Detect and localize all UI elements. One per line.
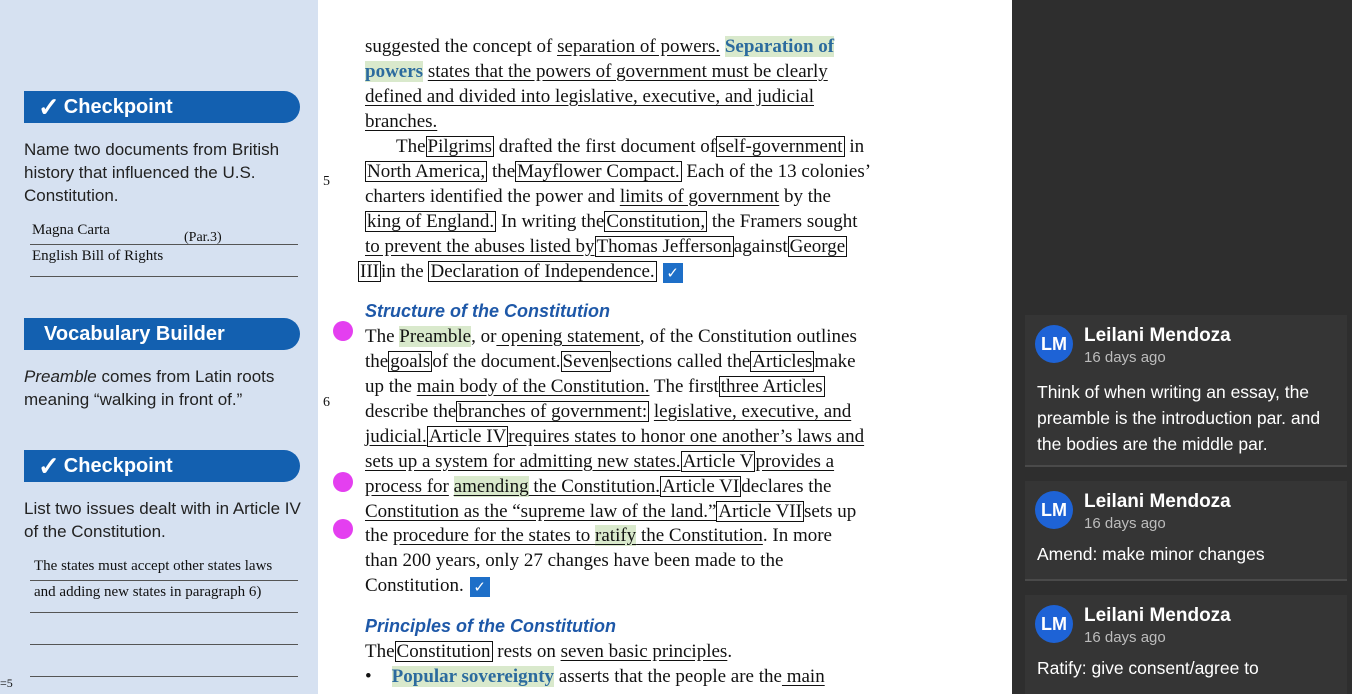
avatar: LM xyxy=(1035,605,1073,643)
comment-marker-icon[interactable] xyxy=(333,519,353,539)
comment-timestamp: 16 days ago xyxy=(1084,515,1166,532)
boxed-term: Thomas Jefferson xyxy=(596,236,732,257)
text-line: Constitution as the “supreme law of the land.” Article VII sets up xyxy=(365,501,857,522)
corner-mark: =5 xyxy=(0,676,13,690)
text-line: the procedure for the states to ratify the Constitution. In more xyxy=(365,525,832,546)
key-term: Popular sovereignty xyxy=(391,666,555,687)
text-line: than 200 years, only 27 changes have been made to the xyxy=(365,550,784,571)
paragraph-number: 5 xyxy=(323,174,330,189)
text-line: Constitution. ✓ xyxy=(365,574,490,598)
text-line: process for amending the Constitution. Article VI declares the xyxy=(365,476,832,497)
boxed-term: goals xyxy=(390,351,431,372)
section-heading: Structure of the Constitution xyxy=(365,301,610,321)
study-sidebar xyxy=(0,0,318,694)
boxed-term: Pilgrims xyxy=(427,136,492,157)
boxed-term: Articles xyxy=(752,351,813,372)
boxed-term: Mayflower Compact. xyxy=(517,161,680,182)
answer-line: and adding new states in paragraph 6) xyxy=(34,584,262,600)
answer-note: (Par.3) xyxy=(184,230,222,245)
key-term: Separation of xyxy=(724,36,835,57)
comment-timestamp: 16 days ago xyxy=(1084,349,1166,366)
checkmark-icon: ✓ xyxy=(470,577,490,597)
paragraph-number: 6 xyxy=(323,395,330,410)
checkpoint-title: Checkpoint xyxy=(63,95,173,118)
vocabulary-term: Preamble xyxy=(24,367,97,386)
comment-text: Amend: make minor changes xyxy=(1037,544,1265,564)
checkpoint-question: List two issues dealt with in Article IV of the Constitution. xyxy=(24,499,301,541)
boxed-term: George xyxy=(789,236,846,257)
boxed-term: Article V xyxy=(682,451,754,472)
checkmark-icon: ✓ xyxy=(38,92,60,122)
answer-rule xyxy=(30,244,298,245)
comment-author: Leilani Mendoza xyxy=(1084,605,1231,626)
bullet-icon: • xyxy=(365,666,372,687)
checkmark-icon: ✓ xyxy=(38,451,60,481)
text-line: king of England. In writing the Constitution, the Framers sought xyxy=(367,211,858,232)
text-line: The Constitution rests on seven basic principles. xyxy=(365,641,733,662)
boxed-term: three Articles xyxy=(720,376,823,397)
text-line: charters identified the power and limits of government by the xyxy=(365,186,831,207)
checkpoint-header xyxy=(24,91,300,123)
boxed-term: Article VII xyxy=(718,501,802,522)
boxed-term: king of England. xyxy=(367,211,495,232)
avatar: LM xyxy=(1035,325,1073,363)
answer-rule xyxy=(30,276,298,277)
comment-marker-icon[interactable] xyxy=(333,472,353,492)
comment-card[interactable] xyxy=(1025,481,1347,581)
comment-card[interactable] xyxy=(1025,315,1347,467)
comments-panel xyxy=(1012,0,1352,694)
boxed-term: III xyxy=(360,261,379,282)
boxed-term: Declaration of Independence. xyxy=(430,261,655,282)
vocabulary-builder-title: Vocabulary Builder xyxy=(44,322,225,345)
comment-card[interactable] xyxy=(1025,595,1347,694)
text-line: sets up a system for admitting new states. Article V provides a xyxy=(365,451,835,472)
answer-rule xyxy=(30,612,298,613)
comment-author: Leilani Mendoza xyxy=(1084,325,1231,346)
checkmark-icon: ✓ xyxy=(663,263,683,283)
boxed-term: Article IV xyxy=(428,426,507,447)
text-line: The Preamble, or opening statement, of the Constitution outlines xyxy=(365,326,857,347)
text-line: powers states that the powers of government must be clearly xyxy=(365,61,828,82)
highlighted-term: amending xyxy=(453,476,529,497)
text-line: North America, the Mayflower Compact. Each of the 13 colonies’ xyxy=(367,161,872,182)
text-line: III in the Declaration of Independence. ✓ xyxy=(358,260,683,284)
text-line: up the main body of the Constitution. The first three Articles xyxy=(365,376,823,397)
highlighted-term: Preamble xyxy=(399,326,472,347)
document-page[interactable] xyxy=(318,0,1012,694)
boxed-term: self-government xyxy=(718,136,843,157)
checkpoint-header xyxy=(24,450,300,482)
checkpoint-question: Name two documents from British history that influenced the U.S. Constitution. xyxy=(24,140,280,205)
vocabulary-definition xyxy=(24,365,309,411)
text-line: suggested the concept of separation of powers. Separation of xyxy=(365,36,835,57)
comment-text: Think of when writing an essay, the preamble is the introduction par. and the bodies are the middle par. xyxy=(1037,382,1321,454)
answer-rule xyxy=(30,580,298,581)
text-line: defined and divided into legislative, executive, and judicial xyxy=(365,86,814,107)
boxed-term: Constitution xyxy=(396,641,491,662)
answer-rule xyxy=(30,644,298,645)
text-line: to prevent the abuses listed by Thomas Jefferson against George xyxy=(365,236,846,257)
highlighted-term: ratify xyxy=(595,525,637,546)
text-line: • Popular sovereignty asserts that the people are the main xyxy=(365,666,825,687)
vocabulary-text: comes from Latin roots meaning “walking in front of.” xyxy=(24,367,275,409)
answer-line: Magna Carta xyxy=(32,222,110,238)
checkpoint-title: Checkpoint xyxy=(63,454,173,477)
key-term: powers xyxy=(365,61,424,82)
answer-rule xyxy=(30,676,298,677)
answer-line: English Bill of Rights xyxy=(32,248,164,264)
comment-marker-icon[interactable] xyxy=(333,321,353,341)
answer-line: The states must accept other states laws xyxy=(34,558,273,574)
avatar: LM xyxy=(1035,491,1073,529)
section-heading: Principles of the Constitution xyxy=(365,616,616,636)
comment-author: Leilani Mendoza xyxy=(1084,491,1231,512)
text-line: judicial. Article IV requires states to honor one another’s laws and xyxy=(365,426,865,447)
boxed-term: North America, xyxy=(367,161,486,182)
boxed-term: Article VI xyxy=(662,476,740,497)
text-line: The Pilgrims drafted the first document of self-government in xyxy=(396,136,865,157)
text-line: describe the branches of government: legislative, executive, and xyxy=(365,401,852,422)
boxed-term: branches of government: xyxy=(458,401,648,422)
comment-text: Ratify: give consent/agree to xyxy=(1037,658,1259,678)
text-line: branches. xyxy=(365,111,438,132)
comment-timestamp: 16 days ago xyxy=(1084,629,1166,646)
vocabulary-builder-header xyxy=(24,318,300,350)
boxed-term: Constitution, xyxy=(606,211,706,232)
boxed-term: Seven xyxy=(562,351,609,372)
text-line: the goals of the document. Seven sections called the Articles make xyxy=(365,351,856,372)
